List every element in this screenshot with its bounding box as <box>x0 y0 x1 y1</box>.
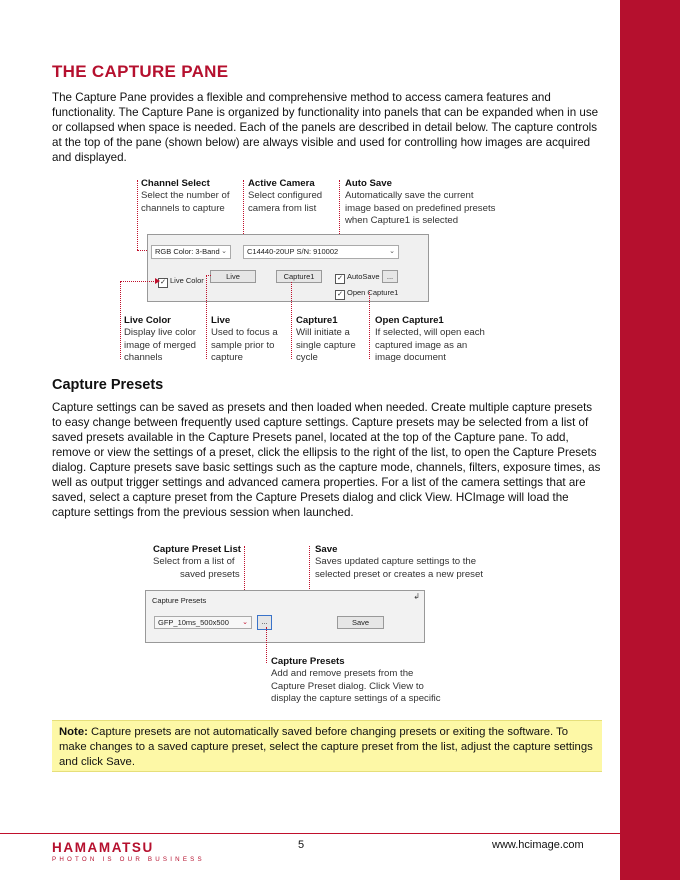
logo-tagline: PHOTON IS OUR BUSINESS <box>52 856 205 863</box>
brand-sidebar <box>620 0 680 880</box>
active-camera-combo[interactable]: C14440-20UP S/N: 910002 ⌄ <box>243 245 399 259</box>
annotation-save: Save Saves updated capture settings to the selected preset or creates a new preset <box>315 544 483 580</box>
live-color-checkbox[interactable]: ✓ Live Color <box>158 276 204 288</box>
website-link[interactable]: www.hcimage.com <box>492 839 584 851</box>
annotation-active-camera: Active Camera Select configured camera from list <box>248 178 323 214</box>
footer-divider <box>0 833 620 834</box>
autosave-checkbox[interactable]: ✓ AutoSave <box>335 272 380 284</box>
leader-line <box>120 281 156 282</box>
leader-line <box>120 281 121 359</box>
channel-select-combo[interactable]: RGB Color: 3-Band ⌄ <box>151 245 231 259</box>
annotation-preset-list: Capture Preset List Select from a list of saved presets <box>153 544 241 580</box>
section-title-capture-presets: Capture Presets <box>52 377 164 393</box>
intro-paragraph: The Capture Pane provides a flexible and comprehensive method to access camera features and functionality. The Capture Pane is organized by functionality into panels that can be expanded when in use or collapsed when space is needed. Each of the panels are described in detail below. The capture controls at the top of the pane (shown below) are always visible and used for controlling how images are acquired and displayed. <box>52 91 599 164</box>
note-label: Note: <box>59 726 88 738</box>
leader-line <box>206 275 211 276</box>
leader-line <box>137 180 138 250</box>
page-title: THE CAPTURE PANE <box>52 62 229 81</box>
presets-paragraph: Capture settings can be saved as presets and then loaded when needed. Create multiple capture presets to easy change between frequently used capture settings. Capture presets may be selected from a list of saved presets available in the Capture Presets panel, located at the top of the Capture pane. To add, remove or view the settings of a preset, click the ellipsis to the right of the list, to open the Capture Presets dialog. Capture presets save basic settings such as the capture mode, channels, filters, exposure times, as well as output trigger settings and advanced camera properties. For a list of the camera settings that are saved, select a capture preset from the Capture Presets dialog and click View. HCImage will load the capture settings from the previous session when launched. <box>52 401 601 519</box>
checkmark-icon: ✓ <box>335 290 345 300</box>
save-button[interactable]: Save <box>337 616 384 629</box>
open-capture1-checkbox[interactable]: ✓ Open Capture1 <box>335 288 398 300</box>
annotation-auto-save: Auto Save Automatically save the current image based on predefined presets when Capture1 is selected <box>345 178 496 227</box>
capture-presets-panel <box>145 590 425 643</box>
chevron-down-icon: ⌄ <box>242 619 248 626</box>
preset-select-combo[interactable]: GFP_10ms_500x500 ⌄ <box>154 616 252 629</box>
capture1-button[interactable]: Capture1 <box>276 270 322 283</box>
annotation-open-capture1: Open Capture1 If selected, will open each captured image as an image document <box>375 315 485 364</box>
checkmark-icon: ✓ <box>158 278 168 288</box>
note-box <box>52 720 602 772</box>
leader-line <box>266 627 267 663</box>
note-text: Capture presets are not automatically saved before changing presets or exiting the software. To make changes to a saved capture preset, select the capture preset from the list, adjust the capture settings and click Save. <box>59 726 593 768</box>
panel-title: Capture Presets <box>152 596 207 605</box>
annotation-live: Live Used to focus a sample prior to capture <box>211 315 278 364</box>
chevron-down-icon: ⌄ <box>221 248 227 255</box>
presets-ellipsis-button[interactable]: ... <box>257 615 272 630</box>
checkmark-icon: ✓ <box>335 274 345 284</box>
capture-controls-panel <box>147 234 429 302</box>
chevron-down-icon: ⌄ <box>389 248 395 255</box>
leader-line <box>206 275 207 359</box>
page-number: 5 <box>298 839 305 851</box>
annotation-channel-select: Channel Select Select the number of channels to capture <box>141 178 230 214</box>
annotation-live-color: Live Color Display live color image of merged channels <box>124 315 196 364</box>
annotation-capture-presets: Capture Presets Add and remove presets from the Capture Preset dialog. Click View to display the capture settings of a specific <box>271 656 441 705</box>
hamamatsu-logo: HAMAMATSU <box>52 840 154 855</box>
leader-line <box>369 292 370 359</box>
live-button[interactable]: Live <box>210 270 256 283</box>
leader-line <box>291 282 292 359</box>
leader-arrow <box>155 278 160 284</box>
autosave-ellipsis-button[interactable]: ... <box>382 270 398 283</box>
pin-icon[interactable]: ↲ <box>413 592 420 601</box>
annotation-capture1: Capture1 Will initiate a single capture cycle <box>296 315 356 364</box>
